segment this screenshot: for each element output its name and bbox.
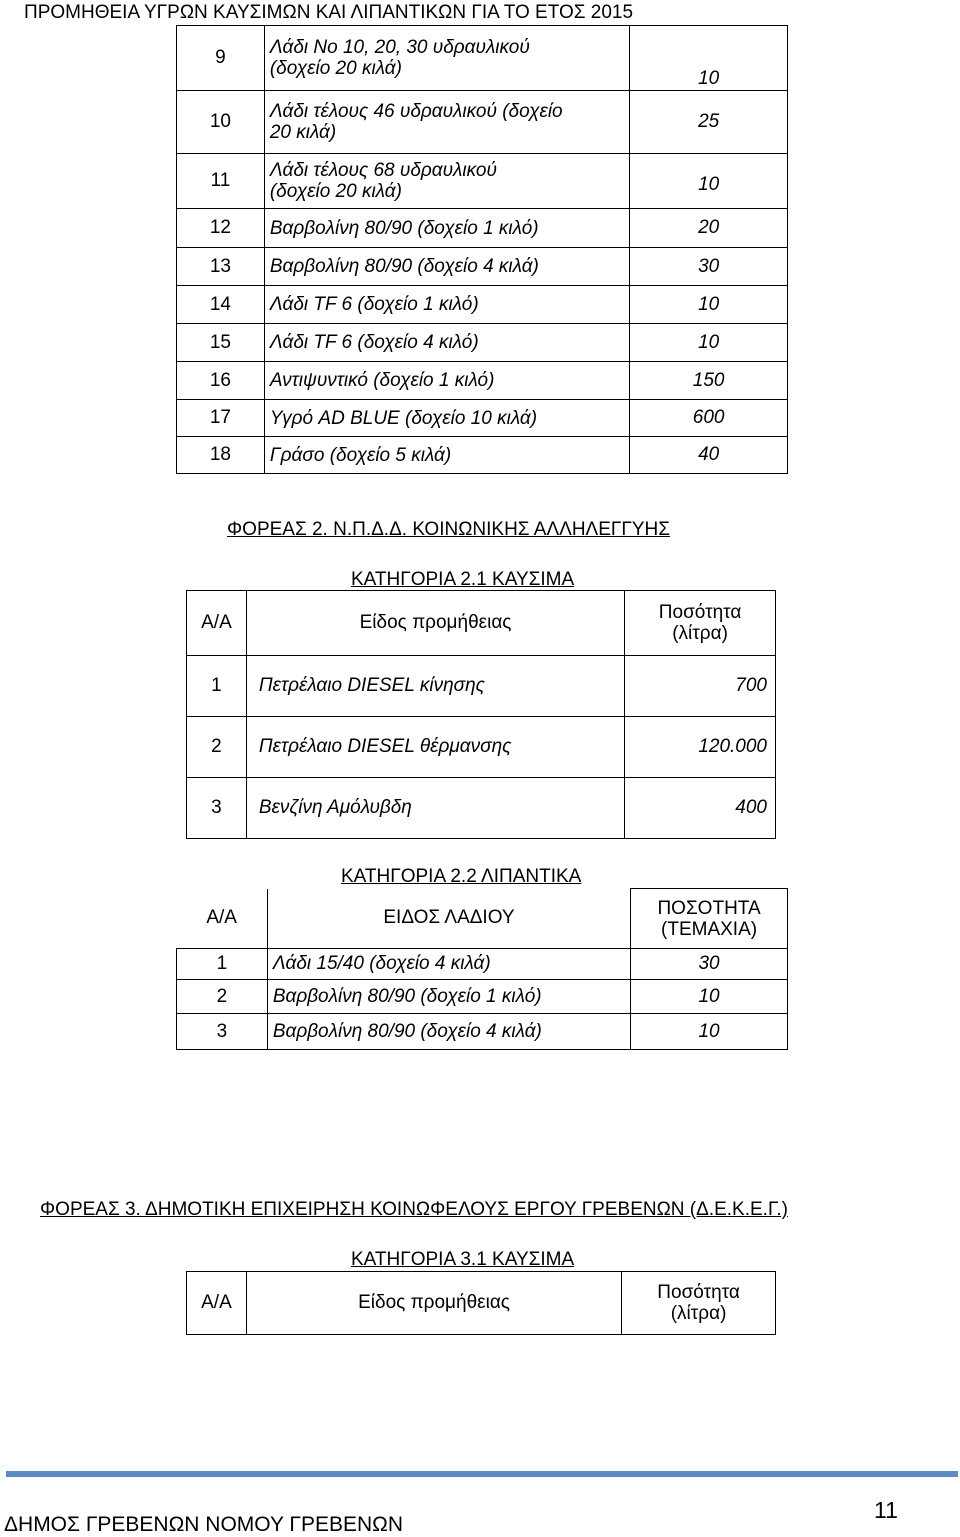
table-row xyxy=(177,154,788,209)
row-number: 18 xyxy=(177,437,265,474)
row-number: 3 xyxy=(187,778,247,839)
row-item-line: Λάδι Νο 10, 20, 30 υδραυλικού xyxy=(269,37,530,58)
row-item xyxy=(264,91,629,154)
row-item xyxy=(264,248,629,286)
row-item: Λάδι 15/40 (δοχείο 4 κιλά) xyxy=(267,949,630,980)
row-number: 10 xyxy=(177,91,265,154)
row-quantity: 700 xyxy=(625,656,776,717)
row-item-line: Λάδι TF 6 (δοχείο 1 κιλό) xyxy=(269,294,479,315)
row-number: 15 xyxy=(177,324,265,362)
row-quantity: 400 xyxy=(625,778,776,839)
row-quantity: 150 xyxy=(630,362,788,400)
header-item: ΕΙΔΟΣ ΛΑΔΙΟΥ xyxy=(267,889,630,949)
row-quantity: 30 xyxy=(631,949,788,980)
row-quantity: 10 xyxy=(631,980,788,1014)
row-quantity: 10 xyxy=(630,154,788,209)
row-number: 2 xyxy=(177,980,268,1014)
row-item-line: Λάδι τέλους 68 υδραυλικού xyxy=(269,160,497,181)
table-row xyxy=(177,248,788,286)
table-row xyxy=(187,778,776,839)
row-number: 11 xyxy=(177,154,265,209)
page-number: 11 xyxy=(874,1497,898,1523)
table-header-row xyxy=(177,889,788,949)
row-item xyxy=(264,154,629,209)
table-row xyxy=(187,717,776,778)
row-quantity: 10 xyxy=(630,286,788,324)
row-item: Πετρέλαιο DIESEL κίνησης xyxy=(246,656,624,717)
table-row xyxy=(177,26,788,91)
table-row xyxy=(177,324,788,362)
row-item-line: (δοχείο 20 κιλά) xyxy=(269,181,402,202)
header-qty: Ποσότητα (λίτρα) xyxy=(622,1272,776,1335)
row-item-line: Λάδι TF 6 (δοχείο 4 κιλό) xyxy=(269,332,479,353)
row-number: 17 xyxy=(177,400,265,437)
row-item xyxy=(264,362,629,400)
row-item: Βαρβολίνη 80/90 (δοχείο 1 κιλό) xyxy=(267,980,630,1014)
table-row xyxy=(177,286,788,324)
row-item xyxy=(264,400,629,437)
category-3-1-title: ΚΑΤΗΓΟΡΙΑ 3.1 ΚΑΥΣΙΜΑ xyxy=(351,1249,575,1270)
header-qty: Ποσότητα (λίτρα) xyxy=(625,591,776,656)
row-item-line: Βαρβολίνη 80/90 (δοχείο 1 κιλό) xyxy=(269,217,539,239)
header-item: Είδος προμήθειας xyxy=(246,1272,621,1335)
document-title: ΠΡΟΜΗΘΕΙΑ ΥΓΡΩΝ ΚΑΥΣΙΜΩΝ ΚΑΙ ΛΙΠΑΝΤΙΚΩΝ ΓΙΑ ΤΟ ΕΤΟΣ 2015 xyxy=(24,2,634,23)
row-item: Πετρέλαιο DIESEL θέρμανσης xyxy=(246,717,624,778)
row-item: Βαρβολίνη 80/90 (δοχείο 4 κιλά) xyxy=(267,1014,630,1050)
category-2-1-title: ΚΑΤΗΓΟΡΙΑ 2.1 ΚΑΥΣΙΜΑ xyxy=(351,569,575,590)
header-no: Α/Α xyxy=(177,889,268,949)
table-row xyxy=(177,400,788,437)
row-number: 1 xyxy=(177,949,268,980)
table-row xyxy=(177,1014,788,1050)
table-row xyxy=(177,362,788,400)
lubricants-table-1 xyxy=(176,25,788,474)
row-item-line: Υγρό AD BLUE (δοχείο 10 κιλά) xyxy=(269,407,538,429)
footer-divider xyxy=(6,1471,958,1477)
row-item-line: Αντιψυντικό (δοχείο 1 κιλό) xyxy=(269,370,495,391)
row-quantity: 40 xyxy=(630,437,788,474)
row-number: 9 xyxy=(177,26,265,91)
row-quantity: 10 xyxy=(630,26,788,91)
table-row xyxy=(187,656,776,717)
row-item-line: Βαρβολίνη 80/90 (δοχείο 4 κιλά) xyxy=(269,256,539,277)
row-quantity: 30 xyxy=(630,248,788,286)
row-item xyxy=(264,437,629,474)
row-number: 16 xyxy=(177,362,265,400)
category-2-2-title: ΚΑΤΗΓΟΡΙΑ 2.2 ΛΙΠΑΝΤΙΚΑ xyxy=(341,866,582,887)
row-number: 14 xyxy=(177,286,265,324)
row-item-line: Λάδι τέλους 46 υδραυλικού (δοχείο xyxy=(269,101,563,122)
table-row xyxy=(177,980,788,1014)
section-3-heading: ΦΟΡΕΑΣ 3. ΔΗΜΟΤΙΚΗ ΕΠΙΧΕΙΡΗΣΗ ΚΟΙΝΩΦΕΛΟΥΣ ΕΡΓΟΥ ΓΡΕΒΕΝΩΝ (Δ.Ε.Κ.Ε.Γ.) xyxy=(40,1199,788,1220)
row-quantity: 120.000 xyxy=(625,717,776,778)
lubricants-table-2-2 xyxy=(176,888,788,1050)
table-row xyxy=(177,437,788,474)
table-row xyxy=(177,949,788,980)
footer-text: ΔΗΜΟΣ ΓΡΕΒΕΝΩΝ ΝΟΜΟΥ ΓΡΕΒΕΝΩΝ xyxy=(4,1513,404,1536)
row-item xyxy=(264,26,629,91)
row-number: 13 xyxy=(177,248,265,286)
row-number: 1 xyxy=(187,656,247,717)
row-item-line: Γράσο (δοχείο 5 κιλά) xyxy=(269,444,452,466)
table-row xyxy=(177,209,788,248)
row-item xyxy=(264,324,629,362)
section-2-heading: ΦΟΡΕΑΣ 2. Ν.Π.Δ.Δ. ΚΟΙΝΩΝΙΚΗΣ ΑΛΛΗΛΕΓΓΥΗΣ xyxy=(227,519,670,540)
row-item-line: 20 κιλά) xyxy=(269,122,337,143)
row-item xyxy=(264,286,629,324)
table-row xyxy=(177,91,788,154)
row-number: 12 xyxy=(177,209,265,248)
row-quantity: 600 xyxy=(630,400,788,437)
row-item-line: (δοχείο 20 κιλά) xyxy=(269,58,402,79)
row-quantity: 20 xyxy=(630,209,788,248)
table-header-row xyxy=(187,1272,776,1335)
row-item xyxy=(264,209,629,248)
row-number: 2 xyxy=(187,717,247,778)
row-item: Βενζίνη Αμόλυβδη xyxy=(246,778,624,839)
row-quantity: 25 xyxy=(630,91,788,154)
header-item: Είδος προμήθειας xyxy=(246,591,624,656)
header-no: Α/Α xyxy=(187,591,247,656)
row-quantity: 10 xyxy=(631,1014,788,1050)
table-header-row xyxy=(187,591,776,656)
header-qty: ΠΟΣΟΤΗΤΑ (ΤΕΜΑΧΙΑ) xyxy=(631,889,788,949)
row-quantity: 10 xyxy=(630,324,788,362)
fuels-table-2-1 xyxy=(186,590,776,839)
fuels-table-3-1 xyxy=(186,1271,776,1335)
row-number: 3 xyxy=(177,1014,268,1050)
header-no: Α/Α xyxy=(187,1272,247,1335)
